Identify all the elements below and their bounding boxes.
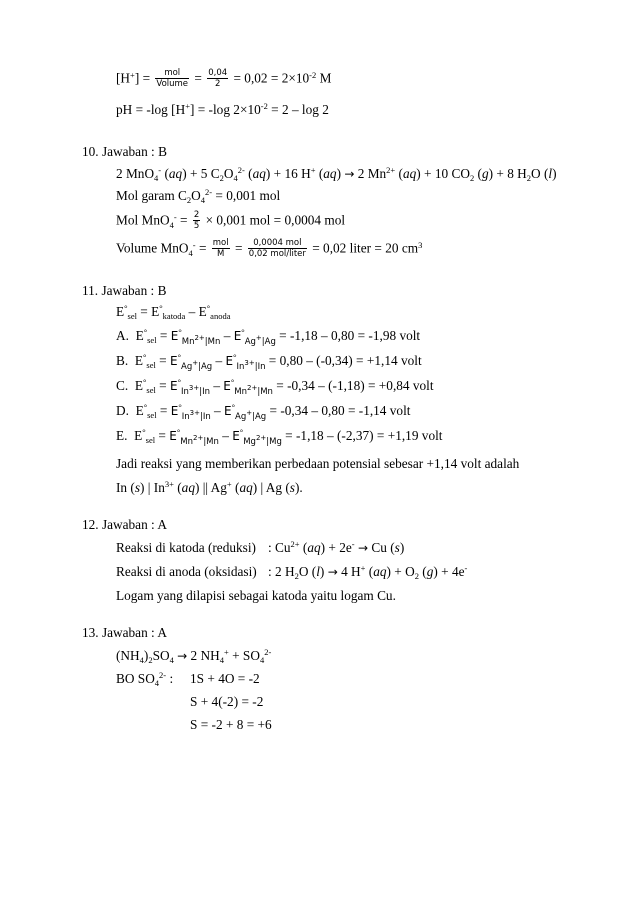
arrow-right-icon: → xyxy=(344,167,355,181)
q13-heading: 13. Jawaban : A xyxy=(82,625,167,640)
fraction-volume-values: $\frac{\text{0,0004 mol}}{\text{0,02 mol/liter}}$ xyxy=(248,238,306,259)
q11-option-b: B. $E^\circ_{sel} = E^\circ_{Ag^+|Ag} - E^\circ_{In^{3+}|In} = 0,80 - (-0,34) = +1,14$ volt xyxy=(116,352,422,372)
q11-conclusion: Jadi reaksi yang memberikan perbedaan potensial sebesar +1,14 volt adalah xyxy=(116,456,520,471)
q10-mol-garam: Mol garam $C_2O_4^{2-} = 0,001$ mol xyxy=(116,187,281,205)
q11-formula: $E^\circ_{sel} = E^\circ_{katoda} - E^\circ_{anoda}$ xyxy=(116,303,231,321)
arrow-right-icon: → xyxy=(357,541,369,555)
q12-logam: Logam yang dilapisi sebagai katoda yaitu logam Cu. xyxy=(116,588,396,603)
q13-step2: S + 4(-2) = -2 xyxy=(190,694,264,709)
q11-heading: 11. Jawaban : B xyxy=(82,283,167,298)
q11-option-d: D. $E^\circ_{sel} = E^\circ_{In^{3+}|In} - E^\circ_{Ag^+|Ag} = -0,34 - 0,80 = -1,14$ volt xyxy=(116,402,411,422)
fraction-mol-molarity: $\frac{\text{mol}}{M}$ xyxy=(212,238,229,259)
q10-reaction: 2 MnO$_4$- (aq) + 5 $C_2O_4^{2-}$ (aq) + 16 H+ (aq) → 2 $Mn^{2+}$ (aq) + 10 $CO_2$ (g) + 8 $H_2O$ (l) xyxy=(116,165,557,183)
fraction-two-fifths: $\frac{2}{5}$ xyxy=(193,210,200,231)
q13-step3: S = -2 + 8 = +6 xyxy=(190,717,272,732)
q11-option-a: A. $E^\circ_{sel} = E^\circ_{Mn^{2+}|Mn} - E^\circ_{Ag^+|Ag} = -1,18 - 0,80 = -1,98$ volt xyxy=(116,327,421,347)
q10-volume: Volume MnO$_4$- = $\frac{\text{mol}}{M}$ = $\frac{\text{0,0004 mol}}{\text{0,02 mol/liter}}$ = 0,02 liter = 20 $cm^3$ xyxy=(116,238,423,259)
q11-option-e: E. $E^\circ_{sel} = E^\circ_{Mn^{2+}|Mn} - E^\circ_{Mg^{2+}|Mg} = -1,18 - (-2,37) = +1,19$ volt xyxy=(116,427,443,447)
fraction-mol-volume: $\frac{\text{mol}}{\text{Volume}}$ xyxy=(156,68,189,89)
q13-bo-line: BO $SO_4^{2-}$ : 1S + 4O = -2 xyxy=(116,670,260,688)
fraction-values: $\frac{0,04}{2}$ xyxy=(208,68,228,89)
q12-anoda: Reaksi di anoda (oksidasi) : 2 $H_2O$ (l) → 4 H+ $(aq) + O_2$ (g) + 4e- xyxy=(116,563,468,581)
q12-heading: 12. Jawaban : A xyxy=(82,517,167,532)
ph-line: pH = -log [H+] = -log $2\times 10^{-2} = 2 - \log 2$ xyxy=(116,101,329,117)
arrow-right-icon: → xyxy=(327,565,338,579)
q13-reaction: $(NH_4)_2SO_4 \to 2$ $NH_4^+ + SO_4^{2-}$ xyxy=(116,647,272,665)
q10-heading: 10. Jawaban : B xyxy=(82,144,167,159)
arrow-right-icon: → xyxy=(177,649,188,663)
q11-cell-notation: In (s) | $In^{3+}$ (aq) || Ag+ (aq) | Ag (s). xyxy=(116,479,303,495)
q10-mol-mno4: Mol MnO$_4$- = $\frac{2}{5}$ × 0,001 mol = 0,0004 mol xyxy=(116,210,346,231)
q11-option-c: C. $E^\circ_{sel} = E^\circ_{In^{3+}|In} - E^\circ_{Mn^{2+}|Mn} = -0,34 - (-1,18) = +0,84$ volt xyxy=(116,377,434,397)
h-concentration-line: [H+] = $\frac{\text{mol}}{\text{Volume}}$ = $\frac{0,04}{2}$ = $0,02 = 2\times 10^{-2}$ M xyxy=(116,68,332,89)
q12-katoda: Reaksi di katoda (reduksi) : $Cu^{2+}$ (aq) + 2e- → Cu (s) xyxy=(116,539,405,555)
